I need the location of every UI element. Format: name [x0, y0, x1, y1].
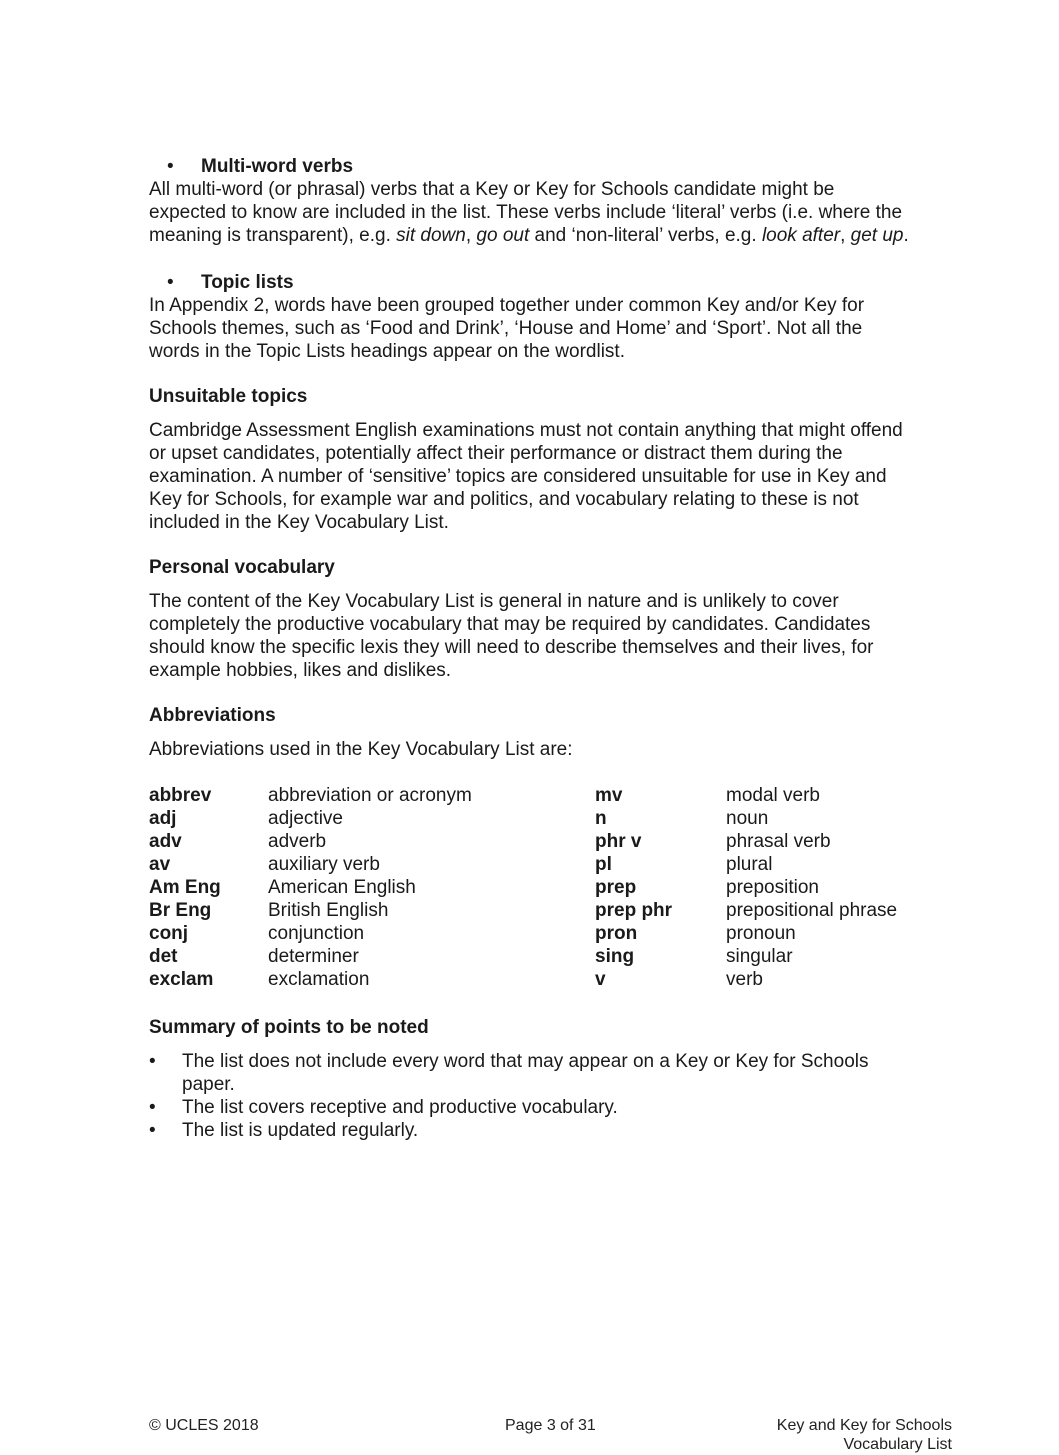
abbreviation-term: adv — [149, 831, 182, 852]
summary-heading: Summary of points to be noted — [149, 1017, 429, 1038]
abbreviation-definition: phrasal verb — [726, 831, 831, 852]
abbreviation-row — [149, 945, 949, 968]
abbreviation-row — [149, 968, 949, 991]
abbreviation-row — [149, 876, 949, 899]
abbreviation-term: Br Eng — [149, 900, 212, 921]
multiword-line-2: expected to know are included in the list. These verbs include ‘literal’ verbs (i.e. where the — [149, 202, 903, 223]
period: . — [903, 225, 909, 246]
unsuitable-line-4: Key for Schools, for example war and politics, and vocabulary relating to these is not — [149, 489, 859, 510]
abbreviation-definition: British English — [268, 900, 389, 921]
abbreviation-row — [149, 922, 949, 945]
abbreviation-definition: determiner — [268, 946, 359, 967]
abbreviation-definition: auxiliary verb — [268, 854, 380, 875]
summary-item — [149, 1096, 949, 1119]
abbreviation-definition: noun — [726, 808, 769, 829]
abbreviation-definition: plural — [726, 854, 773, 875]
example-sit-down: sit down — [396, 225, 466, 246]
abbreviation-row — [149, 830, 949, 853]
multiword-heading: • Multi-word verbs — [149, 155, 949, 178]
abbreviation-term: sing — [595, 946, 635, 967]
unsuitable-line-1: Cambridge Assessment English examinations must not contain anything that might offend — [149, 420, 903, 441]
summary-item — [149, 1119, 949, 1142]
abbreviation-definition: conjunction — [268, 923, 365, 944]
abbreviation-definition: exclamation — [268, 969, 370, 990]
unsuitable-line-3: examination. A number of ‘sensitive’ topics are considered unsuitable for use in Key and — [149, 466, 887, 487]
summary-item-3: The list is updated regularly. — [182, 1120, 419, 1141]
abbreviation-row — [149, 853, 949, 876]
topic-line-3: words in the Topic Lists headings appear on the wordlist. — [149, 341, 625, 362]
abbreviation-term: adj — [149, 808, 177, 829]
abbreviation-definition: abbreviation or acronym — [268, 785, 472, 806]
footer-document-title — [700, 1416, 952, 1454]
example-go-out: go out — [476, 225, 530, 246]
abbreviations-heading: Abbreviations — [149, 705, 276, 726]
abbreviation-row — [149, 899, 949, 922]
abbreviation-definition: pronoun — [726, 923, 796, 944]
topic-line-1: In Appendix 2, words have been grouped together under common Key and/or Key for — [149, 295, 865, 316]
abbreviation-row — [149, 807, 949, 830]
abbreviation-term: v — [595, 969, 606, 990]
footer-page-number: Page 3 of 31 — [505, 1417, 596, 1434]
summary-item-2: The list covers receptive and productive vocabulary. — [182, 1097, 618, 1118]
abbreviation-term: conj — [149, 923, 189, 944]
unsuitable-paragraph — [149, 419, 949, 534]
summary-item-1-line-1: The list does not include every word that may appear on a Key or Key for Schools — [182, 1051, 869, 1072]
document-page — [149, 155, 949, 1142]
abbreviation-definition: prepositional phrase — [726, 900, 898, 921]
multiword-paragraph — [149, 178, 949, 247]
personal-paragraph — [149, 590, 949, 682]
abbreviation-term: det — [149, 946, 178, 967]
abbreviation-definition: singular — [726, 946, 793, 967]
abbreviations-table — [149, 784, 949, 991]
abbreviation-term: abbrev — [149, 785, 212, 806]
summary-list — [149, 1050, 949, 1142]
footer-title-line-1: Key and Key for Schools — [776, 1417, 952, 1434]
multiword-line-3a: meaning is transparent), e.g. — [149, 225, 397, 246]
unsuitable-heading: Unsuitable topics — [149, 386, 308, 407]
footer-title-line-2: Vocabulary List — [843, 1436, 952, 1453]
abbreviation-term: phr v — [595, 831, 642, 852]
abbreviation-definition: adjective — [268, 808, 343, 829]
topic-paragraph — [149, 294, 949, 363]
personal-line-3: should know the specific lexis they will need to describe themselves and their lives, for — [149, 637, 874, 658]
personal-line-4: example hobbies, likes and dislikes. — [149, 660, 452, 681]
abbreviation-term: pl — [595, 854, 612, 875]
abbreviation-row — [149, 784, 949, 807]
abbreviation-term: mv — [595, 785, 623, 806]
example-get-up: get up — [850, 225, 904, 246]
personal-line-1: The content of the Key Vocabulary List is general in nature and is unlikely to cover — [149, 591, 839, 612]
summary-item-1-line-2: paper. — [182, 1074, 235, 1095]
abbreviation-definition: modal verb — [726, 785, 820, 806]
abbreviation-term: pron — [595, 923, 638, 944]
topic-line-2: Schools themes, such as ‘Food and Drink’, ‘House and Home’ and ‘Sport’. Not all the — [149, 318, 863, 339]
abbreviation-term: exclam — [149, 969, 214, 990]
unsuitable-line-5: included in the Key Vocabulary List. — [149, 512, 449, 533]
multiword-line-3b: and ‘non-literal’ verbs, e.g. — [529, 225, 762, 246]
footer-copyright: © UCLES 2018 — [149, 1417, 259, 1434]
topic-heading: • Topic lists — [149, 271, 949, 294]
abbreviation-definition: adverb — [268, 831, 327, 852]
abbreviation-term: prep — [595, 877, 637, 898]
summary-item — [149, 1050, 949, 1096]
multiword-line-1: All multi-word (or phrasal) verbs that a Key or Key for Schools candidate might be — [149, 179, 835, 200]
abbreviation-term: av — [149, 854, 171, 875]
abbreviations-intro: Abbreviations used in the Key Vocabulary List are: — [149, 739, 573, 760]
comma-1: , — [465, 225, 477, 246]
abbreviation-term: n — [595, 808, 607, 829]
unsuitable-line-2: or upset candidates, potentially affect their performance or distract them during the — [149, 443, 843, 464]
personal-heading: Personal vocabulary — [149, 557, 335, 578]
example-look-after: look after — [761, 225, 841, 246]
comma-2: , — [840, 225, 851, 246]
abbreviation-definition: American English — [268, 877, 416, 898]
personal-line-2: completely the productive vocabulary that may be required by candidates. Candidates — [149, 614, 871, 635]
abbreviation-definition: preposition — [726, 877, 819, 898]
abbreviation-term: Am Eng — [149, 877, 221, 898]
abbreviation-definition: verb — [726, 969, 763, 990]
abbreviation-term: prep phr — [595, 900, 673, 921]
